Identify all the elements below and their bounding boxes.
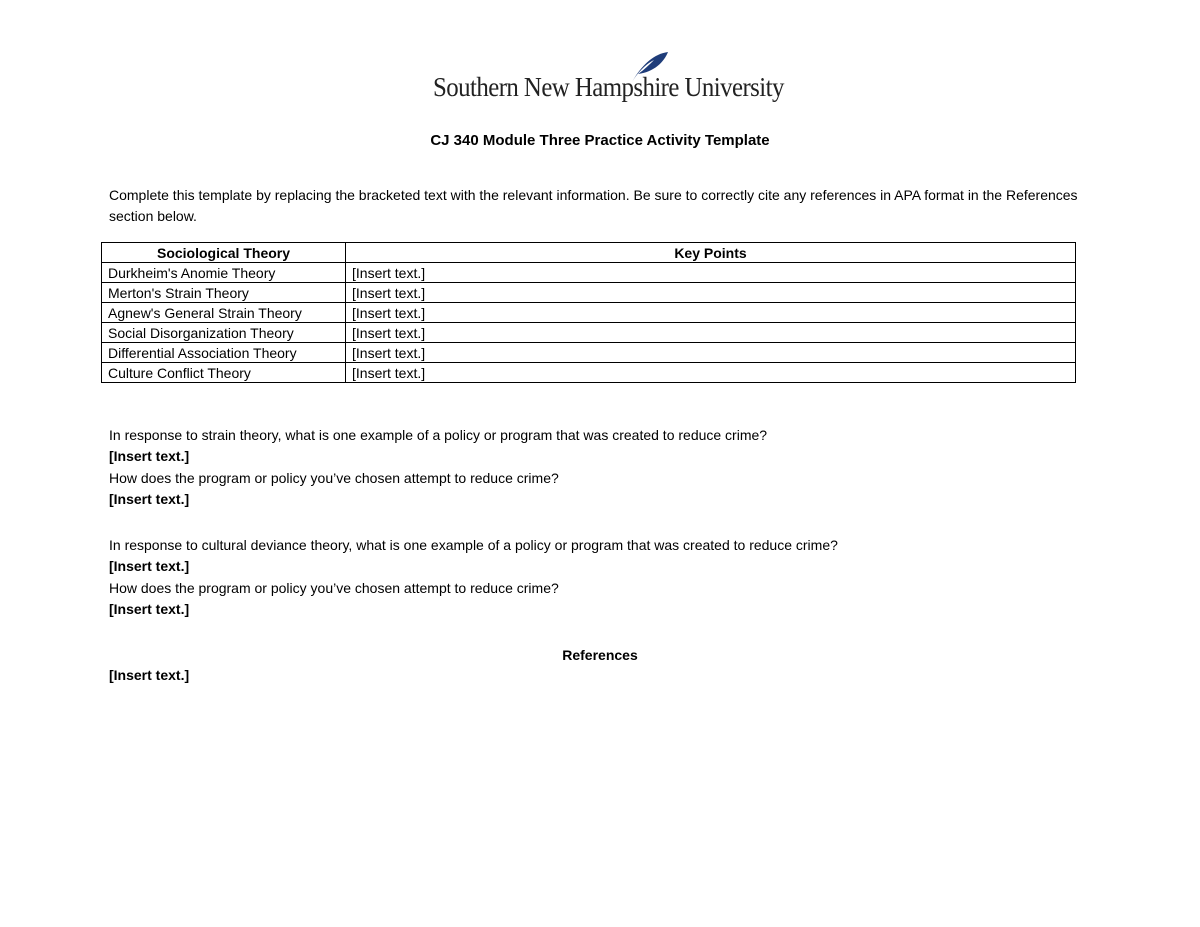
table-header	[102, 243, 1076, 263]
answer-2[interactable]: [Insert text.]	[109, 491, 190, 507]
theory-cell: Social Disorganization Theory	[102, 323, 346, 343]
theory-cell: Differential Association Theory	[102, 343, 346, 363]
question-1: In response to strain theory, what is one example of a policy or program that was created to reduce crime?	[109, 427, 768, 443]
key-points-cell[interactable]: [Insert text.]	[346, 323, 1076, 343]
page-title: CJ 340 Module Three Practice Activity Template	[430, 132, 770, 149]
table-row	[102, 303, 1076, 323]
theory-cell: Culture Conflict Theory	[102, 363, 346, 383]
header-theory: Sociological Theory	[102, 243, 346, 263]
table-row	[102, 323, 1076, 343]
question-2: How does the program or policy you’ve chosen attempt to reduce crime?	[109, 470, 559, 486]
table-row	[102, 363, 1076, 383]
key-points-cell[interactable]: [Insert text.]	[346, 283, 1076, 303]
theory-cell: Durkheim's Anomie Theory	[102, 263, 346, 283]
answer-1[interactable]: [Insert text.]	[109, 448, 190, 464]
references-text[interactable]: [Insert text.]	[109, 667, 190, 683]
question-3: In response to cultural deviance theory, what is one example of a policy or program that was created to reduce crime?	[109, 537, 838, 553]
key-points-cell[interactable]: [Insert text.]	[346, 343, 1076, 363]
question-4: How does the program or policy you’ve chosen attempt to reduce crime?	[109, 580, 559, 596]
answer-4[interactable]: [Insert text.]	[109, 601, 190, 617]
instructions: Complete this template by replacing the bracketed text with the relevant information. Be sure to correctly cite any references in APA format in the References section below.	[109, 187, 1078, 224]
key-points-cell[interactable]: [Insert text.]	[346, 303, 1076, 323]
table-row	[102, 343, 1076, 363]
references-heading: References	[562, 647, 638, 663]
answer-3[interactable]: [Insert text.]	[109, 558, 190, 574]
logo-text: Southern New Hampshire University	[433, 72, 784, 102]
table-row	[102, 263, 1076, 283]
university-logo	[433, 50, 784, 110]
key-points-cell[interactable]: [Insert text.]	[346, 363, 1076, 383]
table-row	[102, 283, 1076, 303]
theory-cell: Merton's Strain Theory	[102, 283, 346, 303]
theory-cell: Agnew's General Strain Theory	[102, 303, 346, 323]
theory-table	[101, 242, 1076, 383]
key-points-cell[interactable]: [Insert text.]	[346, 263, 1076, 283]
header-key-points: Key Points	[346, 243, 1076, 263]
